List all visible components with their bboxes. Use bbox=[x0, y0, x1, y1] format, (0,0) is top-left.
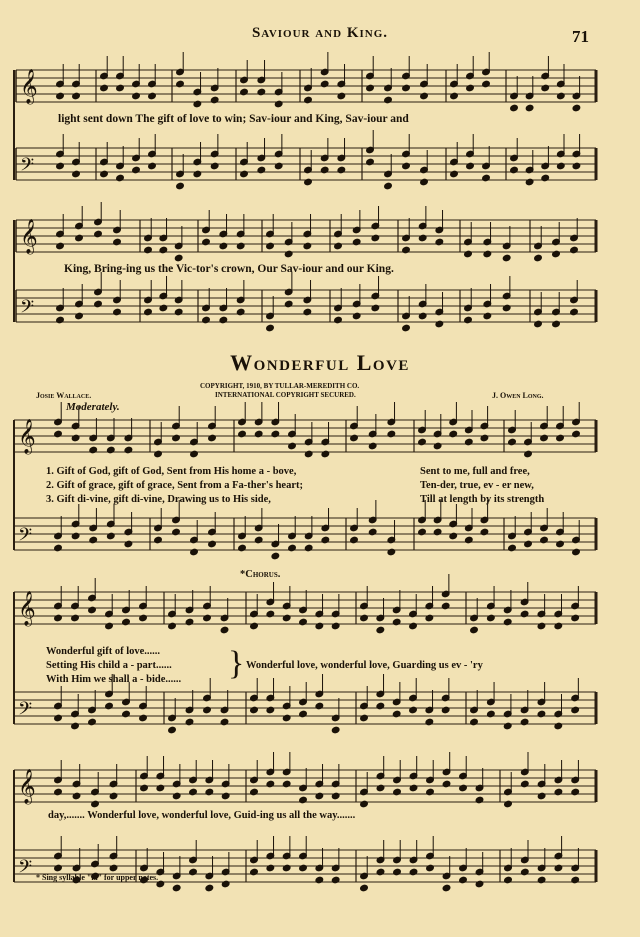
svg-text:𝄞: 𝄞 bbox=[20, 69, 38, 104]
svg-text:𝄢: 𝄢 bbox=[20, 155, 35, 180]
verse-1-col1: 1. Gift of God, gift of God, Sent from His home a - bove, bbox=[46, 466, 297, 477]
copyright-line2: INTERNATIONAL COPYRIGHT SECURED. bbox=[215, 391, 356, 399]
svg-text:𝄢: 𝄢 bbox=[20, 297, 35, 322]
verse-3-col2: Till at length by its strength bbox=[420, 494, 545, 505]
copyright-line1: COPYRIGHT, 1910, BY TULLAR-MEREDITH CO. bbox=[200, 382, 360, 390]
chorus-lyrics-line2: day,....... Wonderful love, wonderful love, Guid-ing us all the way....... bbox=[48, 810, 356, 821]
song1-lyrics-line1: light sent down The gift of love to win; Sav-iour and King, Sav-iour and bbox=[58, 113, 409, 125]
chorus-lyrics-line1: Wonderful love, wonderful love, Guarding us ev - 'ry bbox=[246, 660, 483, 671]
author-music: J. Owen Long. bbox=[492, 391, 544, 400]
page-number: 71 bbox=[572, 27, 589, 46]
footnote: * Sing syllable "la" for upper notes. bbox=[36, 873, 159, 882]
song-title: Wonderful Love bbox=[230, 350, 410, 375]
tempo-marking: Moderately. bbox=[66, 401, 120, 413]
svg-text:𝄢: 𝄢 bbox=[18, 699, 33, 724]
ending-3: With Him we shall a - bide...... bbox=[46, 674, 182, 685]
running-title: Saviour and King. bbox=[251, 25, 389, 41]
svg-text:𝄞: 𝄞 bbox=[18, 419, 36, 454]
song1-lyrics-line2: King, Bring-ing us the Vic-tor's crown, Our Sav-iour and our King. bbox=[64, 263, 394, 275]
svg-text:𝄢: 𝄢 bbox=[18, 857, 33, 882]
verse-3-col1: 3. Gift di-vine, gift di-vine, Drawing us to His side, bbox=[46, 494, 271, 505]
verse-2-col2: Ten-der, true, ev - er new, bbox=[420, 480, 534, 491]
ending-1: Wonderful gift of love...... bbox=[46, 646, 161, 657]
svg-text:𝄞: 𝄞 bbox=[20, 219, 38, 254]
svg-text:𝄞: 𝄞 bbox=[18, 769, 36, 804]
svg-text:𝄞: 𝄞 bbox=[18, 591, 36, 626]
svg-text:𝄢: 𝄢 bbox=[18, 525, 33, 550]
verse-1-col2: Sent to me, full and free, bbox=[420, 466, 530, 477]
verse-2-col1: 2. Gift of grace, gift of grace, Sent from a Fa-ther's heart; bbox=[46, 480, 303, 491]
ending-2: Setting His child a - part...... bbox=[46, 660, 172, 671]
ending-brace: } bbox=[228, 645, 245, 682]
author-words: Josie Wallace. bbox=[36, 391, 92, 400]
chorus-label: *Chorus. bbox=[240, 569, 281, 580]
